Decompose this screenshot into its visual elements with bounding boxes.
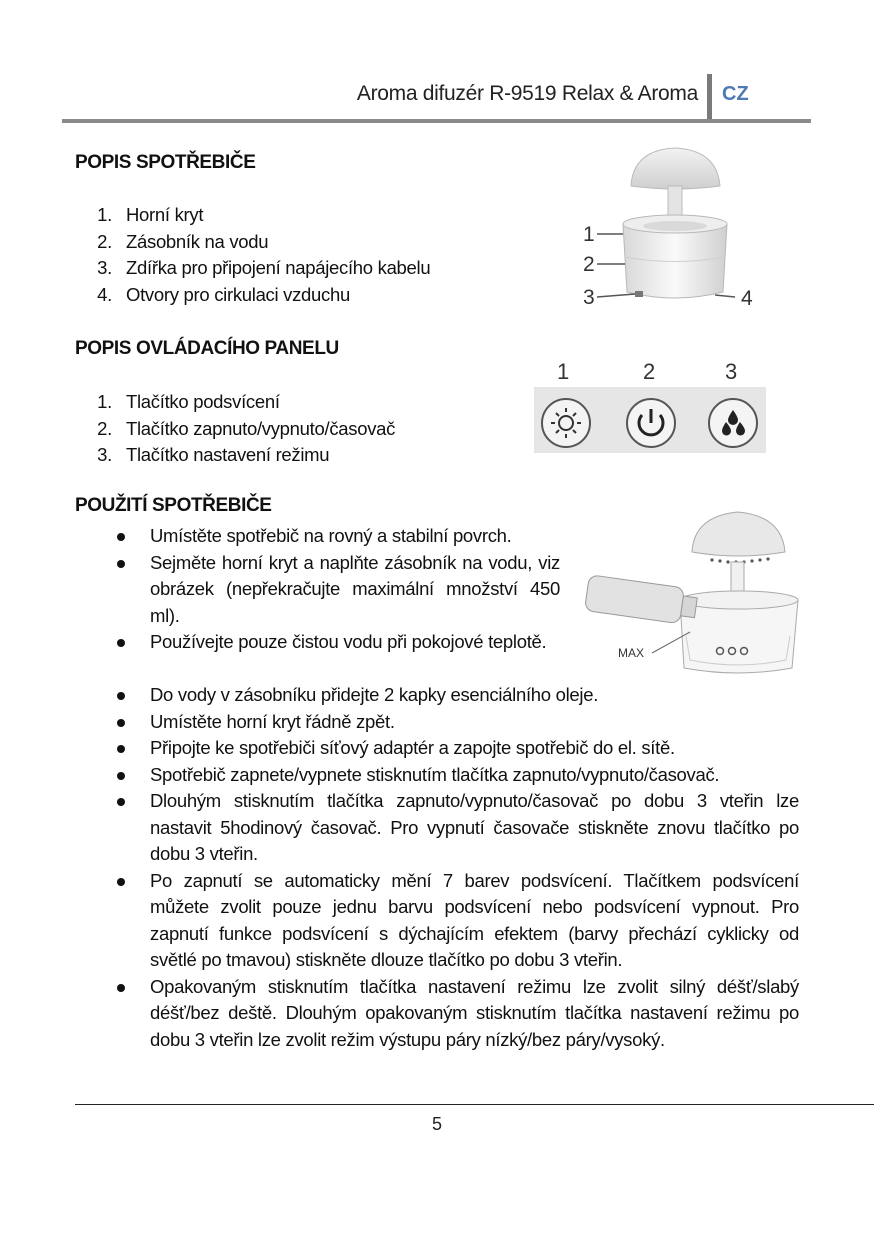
list-item: 4. Otvory pro cirkulaci vzduchu bbox=[97, 283, 350, 305]
header-rule bbox=[62, 119, 811, 123]
footer-rule bbox=[75, 1104, 874, 1105]
filling-figure bbox=[580, 508, 805, 678]
figure-label: 4 bbox=[741, 287, 753, 310]
list-item: Používejte pouze čistou vodu při pokojové teplotě. bbox=[114, 629, 560, 656]
diffuser-parts-figure bbox=[575, 142, 775, 317]
list-item: 2. Tlačítko zapnuto/vypnuto/časovač bbox=[97, 417, 396, 439]
document-title: Aroma difuzér R-9519 Relax & Aroma bbox=[356, 82, 698, 105]
list-item: Opakovaným stisknutím tlačítka nastavení režimu lze zvolit silný déšť/slabý déšť/bez deště. Dlouhým opakovaným stisknutím tlačítka nastavení režimu po dobu 3 vteřin lze zvolit režim výstupu páry nízký/bez páry/vysoký. bbox=[114, 974, 799, 1054]
figure-label: 2 bbox=[583, 253, 595, 276]
list-item: Po zapnutí se automaticky mění 7 barev podsvícení. Tlačítkem podsvícení můžete zvolit pouze jednu barvu podsvícení nebo podsvícení vypnout. Pro zapnutí funkce podsvícení s dýchajícím efektem (barvy přechází cyklicky od světlé po tmavou) stiskněte dlouze tlačítko po dobu 3 vteřin. bbox=[114, 868, 799, 974]
list-item: 3. Tlačítko nastavení režimu bbox=[97, 444, 330, 465]
appliance-parts-list bbox=[75, 202, 430, 308]
list-item: Umístěte horní kryt řádně zpět. bbox=[114, 709, 799, 736]
figure-label: 3 bbox=[725, 359, 738, 384]
list-item: 1. Tlačítko podsvícení bbox=[97, 391, 280, 412]
language-code: CZ bbox=[722, 83, 749, 105]
list-item: Spotřebič zapnete/vypnete stisknutím tlačítka zapnuto/vypnuto/časovač. bbox=[114, 762, 799, 789]
list-item: 1. Horní kryt bbox=[97, 204, 204, 225]
list-item: Připojte ke spotřebiči síťový adaptér a zapojte spotřebič do el. sítě. bbox=[114, 735, 799, 762]
usage-list-narrow bbox=[114, 523, 560, 656]
usage-list bbox=[114, 682, 799, 1053]
list-item: 2. Zásobník na vodu bbox=[97, 230, 269, 252]
section-title-usage: POUŽITÍ SPOTŘEBIČE bbox=[75, 495, 272, 516]
list-item: Dlouhým stisknutím tlačítka zapnuto/vypnuto/časovač po dobu 3 vteřin lze nastavit 5hodinový časovač. Pro vypnutí časovače stiskněte znovu tlačítko po dobu 3 vteřin. bbox=[114, 788, 799, 868]
list-item: Sejměte horní kryt a naplňte zásobník na vodu, viz obrázek (nepřekračujte maximální množství 450 ml). bbox=[114, 550, 560, 630]
page-number: 5 bbox=[431, 1114, 442, 1134]
light-button-icon bbox=[542, 399, 590, 447]
mode-button-icon bbox=[709, 399, 757, 447]
list-item: Do vody v zásobníku přidejte 2 kapky esenciálního oleje. bbox=[114, 682, 799, 709]
power-button-icon bbox=[627, 399, 675, 447]
list-item: 3. Zdířka pro připojení napájecího kabelu bbox=[97, 257, 431, 278]
figure-label: 1 bbox=[557, 359, 570, 384]
figure-label: 3 bbox=[583, 286, 595, 309]
list-item: Umístěte spotřebič na rovný a stabilní povrch. bbox=[114, 523, 560, 550]
header-separator bbox=[707, 74, 712, 119]
section-title-appliance: POPIS SPOTŘEBIČE bbox=[75, 152, 256, 173]
figure-label: 2 bbox=[643, 359, 656, 384]
section-title-control-panel: POPIS OVLÁDACÍHO PANELU bbox=[75, 338, 339, 359]
figure-label: MAX bbox=[618, 646, 645, 660]
control-panel-list bbox=[75, 389, 395, 469]
figure-label: 1 bbox=[583, 223, 595, 246]
control-panel-figure bbox=[533, 357, 768, 457]
